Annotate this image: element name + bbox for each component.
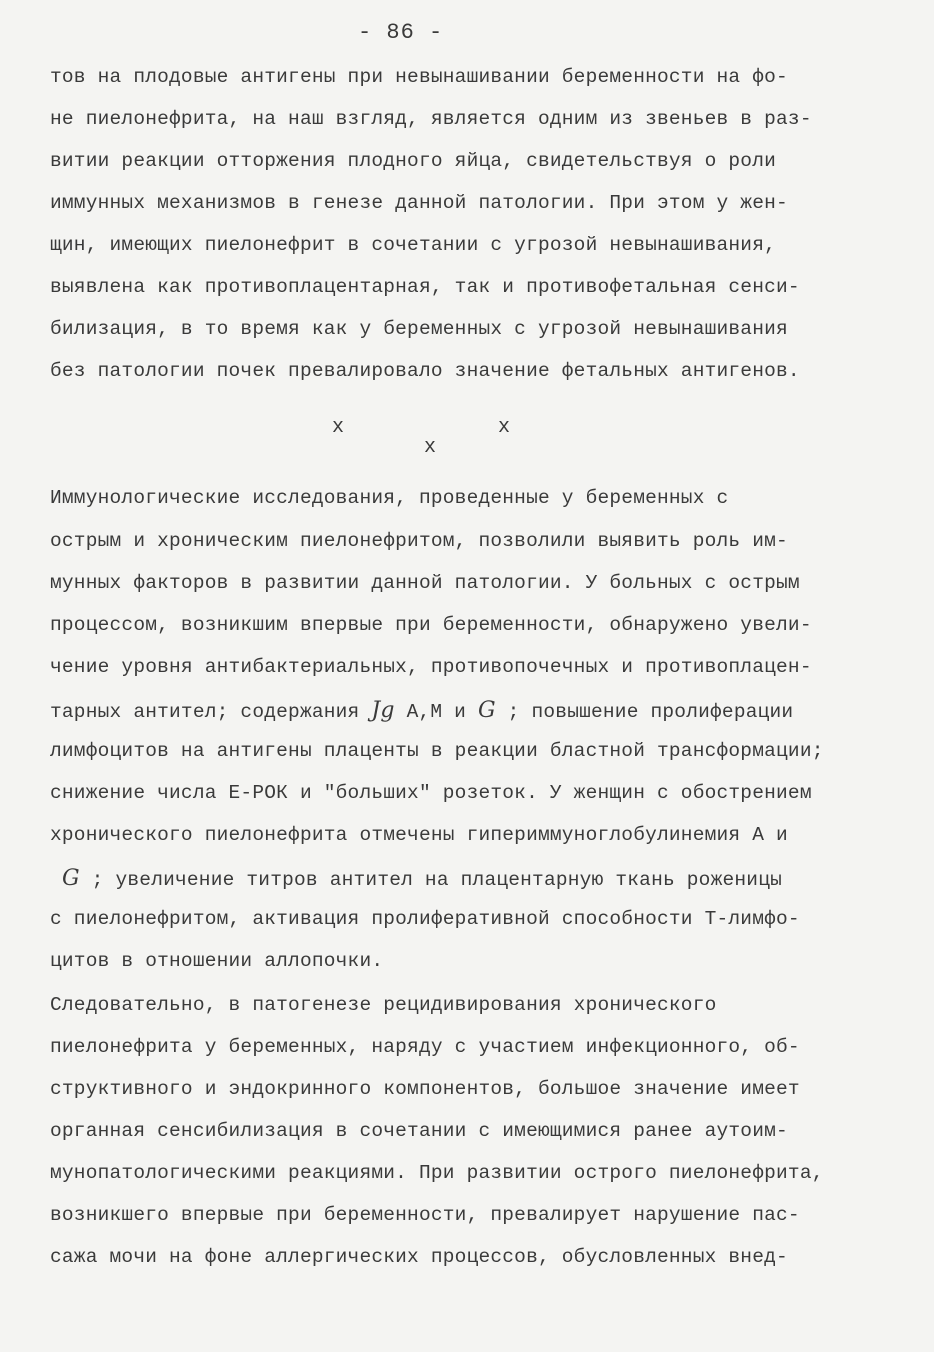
text-line: цитов в отношении аллопочки. (50, 950, 384, 972)
text-line: чение уровня антибактериальных, противопочечных и противоплацен- (50, 656, 812, 678)
text-line: хронического пиелонефрита отмечены гипериммуноглобулинемия А и (50, 824, 788, 846)
text-run: тарных антител; содержания (50, 701, 372, 723)
text-line: Иммунологические исследования, проведенные у беременных с (50, 487, 729, 509)
text-line: витии реакции отторжения плодного яйца, свидетельствуя о роли (50, 150, 777, 172)
text-run: ; повышение пролиферации (495, 701, 794, 723)
text-line: с пиелонефритом, активация пролиферативной способности Т-лимфо- (50, 908, 800, 930)
text-line: сажа мочи на фоне аллергических процессов, обусловленных внед- (50, 1246, 788, 1268)
text-line (62, 866, 782, 891)
section-separator-mark: x (332, 416, 345, 439)
text-run: ; увеличение титров антител на плацентарную ткань роженицы (79, 869, 782, 891)
section-separator-mark: x (498, 416, 511, 439)
text-line: органная сенсибилизация в сочетании с имеющимися ранее аутоим- (50, 1120, 788, 1142)
handwritten-symbol: G (62, 866, 80, 891)
page-number: - 86 - (358, 20, 444, 45)
text-line: процессом, возникшим впервые при беременности, обнаружено увели- (50, 614, 812, 636)
text-run: А,М и (394, 701, 478, 723)
text-line: возникшего впервые при беременности, превалирует нарушение пас- (50, 1204, 800, 1226)
text-line: иммунных механизмов в генезе данной патологии. При этом у жен- (50, 192, 788, 214)
text-line: мунопатологическими реакциями. При развитии острого пиелонефрита, (50, 1162, 824, 1184)
text-line: структивного и эндокринного компонентов, большое значение имеет (50, 1078, 800, 1100)
text-line: мунных факторов в развитии данной патологии. У больных с острым (50, 572, 800, 594)
text-line: щин, имеющих пиелонефрит в сочетании с угрозой невынашивания, (50, 234, 777, 256)
text-line: лимфоцитов на антигены плаценты в реакции бластной трансформации; (50, 740, 824, 762)
text-line (50, 698, 793, 723)
text-line: выявлена как противоплацентарная, так и противофетальная сенси- (50, 276, 800, 298)
text-line: не пиелонефрита, на наш взгляд, является одним из звеньев в раз- (50, 108, 812, 130)
text-line: Следовательно, в патогенезе рецидивирования хронического (50, 994, 717, 1016)
text-line: тов на плодовые антигены при невынашивании беременности на фо- (50, 66, 788, 88)
text-line: пиелонефрита у беременных, наряду с участием инфекционного, об- (50, 1036, 800, 1058)
text-line: снижение числа Е-РОК и "больших" розеток. У женщин с обострением (50, 782, 812, 804)
text-line: билизация, в то время как у беременных с угрозой невынашивания (50, 318, 788, 340)
text-line: без патологии почек превалировало значение фетальных антигенов. (50, 360, 800, 382)
section-separator-mark: x (424, 436, 437, 459)
text-line: острым и хроническим пиелонефритом, позволили выявить роль им- (50, 530, 788, 552)
handwritten-symbol: G (478, 698, 496, 723)
handwritten-symbol: Jg (371, 698, 395, 723)
